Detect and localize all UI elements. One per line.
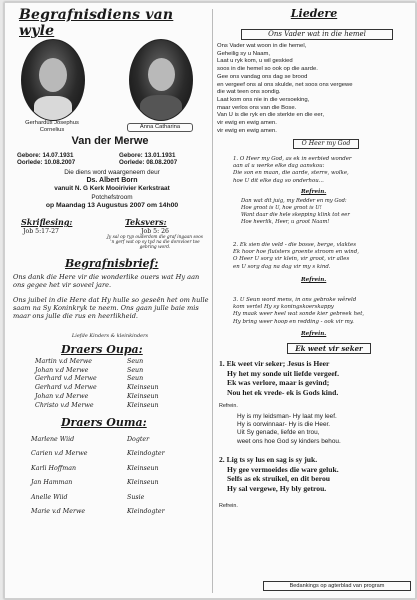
bearer-rel: Kleindogter	[127, 450, 165, 458]
lyric-line: Hy het my sonde uit liefde vergeef.	[227, 368, 339, 378]
bearer-rel: Dogter	[127, 436, 150, 443]
lyric-line: 2. Ek sien die veld - die bosse, berge, vlaktes	[233, 242, 356, 248]
bearer-row	[35, 402, 185, 411]
footer-note: Bedankings op agterblad van program	[263, 581, 411, 591]
mother-shoulders	[140, 95, 182, 121]
letter-signature: Liefde Kinders & kleinkinders	[71, 333, 149, 339]
lyric-line: en U sorg dag na dag vir my s kind.	[233, 263, 331, 270]
lyric-line: 3. U Seun word mens, in ons gebroke wêreld	[233, 297, 357, 303]
lyric-line: Ons Vader wat woon in die hemel,	[217, 43, 307, 49]
lyric-line: Uit Sy genade, liefde en trou,	[237, 429, 320, 437]
father-face	[39, 58, 67, 92]
bearer-name: Johan v.d Merwe	[35, 392, 89, 400]
surname: Van der Merwe	[71, 135, 149, 147]
lyric-line: Hy gee vermoeides die ware geluk.	[227, 464, 339, 474]
refrain-label: Refrein.	[301, 331, 327, 337]
song2-verse2	[233, 242, 409, 271]
bearers2-list	[31, 433, 191, 519]
lyric-line: aan al u werke elke dag aanskou:	[233, 163, 325, 170]
lyric-line: vir ewig en ewig amen.	[217, 120, 277, 127]
bearer-name: Christo v.d Merwe	[35, 401, 94, 409]
bearer-rel: Kleinseun	[127, 392, 159, 400]
bearer-row	[31, 462, 191, 476]
lyric-line: vir ewig en ewig amen.	[217, 127, 277, 134]
funeral-program-page	[4, 2, 416, 599]
mother-dates	[119, 152, 209, 166]
father-born: 14.07.1931	[42, 152, 74, 159]
lyric-line: die wat teen ons sondig.	[217, 89, 281, 96]
lyric-line: Nou het ek vrede- ek is Gods kind.	[227, 387, 339, 397]
song2-verse1	[233, 156, 409, 185]
lyric-line: Hoe groot is U, hoe groot is U!	[241, 205, 322, 211]
refrain-label: Refrein.	[219, 503, 238, 509]
mother-face	[148, 58, 175, 91]
bearer-name: Gerhard v.d Merwe	[35, 384, 97, 392]
song2-verse3	[233, 297, 409, 326]
bearer-rel: Seun	[127, 366, 144, 374]
songs-title: Liedere	[290, 7, 338, 20]
bearer-rel: Seun	[127, 358, 144, 365]
lyric-line: soos in die hemel so ook op die aarde.	[217, 66, 318, 73]
song2-refrain	[241, 198, 409, 226]
bearer-rel: Kleinseun	[127, 401, 159, 409]
song3-verse2	[219, 455, 411, 493]
bearer-row	[35, 384, 185, 393]
lyric-line: Selfs as ek struikel, en dit berou	[227, 474, 331, 484]
bearer-rel: Kleinseun	[127, 479, 159, 487]
bearer-rel: Kleinseun	[127, 384, 159, 392]
bearer-row	[31, 505, 191, 519]
text-label: Teksvers:	[125, 217, 167, 227]
scripture-ref: Job 5:17-27	[23, 228, 59, 235]
lyric-line: Die son en maan, die aarde, sterre, wolke,	[233, 170, 349, 177]
minister-name: Ds. Albert Born	[86, 177, 138, 185]
lyric-line: Want daar die hele skepping klink tot eer	[241, 212, 350, 218]
died-label: Oorlede:	[119, 159, 145, 167]
text-ref: Job 5: 26	[141, 228, 169, 235]
letter-paragraph-2: Ons juibel in die Here dat Hy hulle so geseën het om hulle saam na Sy Koninkryk te neem. Ons gaan julle baie mis maar ons julle die rus en heerlikheid.	[13, 295, 209, 321]
service-line: Die diens word waargeneem deur	[64, 169, 160, 176]
father-photo	[21, 39, 85, 121]
bearer-row	[35, 358, 185, 367]
text-quote: Jy sal op ryp ouderdom die graf ingaan soos 'n gerf wat op sy tyd na die dorsvloer toe gebring word.	[107, 235, 203, 251]
refrain-label: Refrein.	[301, 277, 327, 283]
born-label: Gebore:	[119, 152, 143, 159]
lyric-line: Hy is my leidsman- Hy laat my leef.	[237, 413, 337, 420]
song2-title: O Heer my God	[293, 139, 359, 149]
father-dates	[17, 152, 107, 166]
bearers2-title: Draers Ouma:	[61, 416, 147, 429]
lyric-line: weet ons hoe God sy kinders behou.	[237, 437, 341, 445]
lyric-line: Hoe heerlik, Heer, u groot Naam!	[241, 219, 330, 225]
lyric-line: Ek hoor hoe fluisters groente stroom en wind,	[233, 249, 359, 256]
bearer-row	[31, 476, 191, 490]
lyric-line: Hy is oorwinnaar- Hy is die Heer.	[237, 421, 331, 429]
lyric-line: en vergeef ons al ons skulde, net soos ons vergewe	[217, 81, 353, 88]
lyric-line: Geheilig sy u Naam,	[217, 50, 271, 57]
service-date: op Maandag 13 Augustus 2007 om 14h00	[45, 201, 179, 209]
letter-body	[13, 273, 209, 320]
father-died: 10.08.2007	[44, 159, 76, 167]
lyric-line: 1. O Heer my God, as ek in eerbied wonder	[233, 156, 352, 162]
bearer-name: Marlene Wiid	[31, 436, 75, 443]
lyric-line: hoe U dit elke dag so onderhou...	[233, 177, 324, 184]
bearer-rel: Kleindogter	[127, 508, 165, 516]
bearer-row	[35, 375, 185, 384]
bearer-name: Martin v.d Merwe	[35, 358, 92, 365]
born-label: Gebore:	[17, 152, 41, 159]
bearer-rel: Seun	[127, 375, 144, 383]
letter-title: Begrafnisbrief:	[65, 257, 159, 270]
bearer-row	[31, 491, 191, 505]
father-name: Gerhardus Josephus Cornelius	[25, 120, 79, 133]
bearer-name: Marie v.d Merwe	[31, 508, 86, 516]
song3-refrain	[237, 413, 409, 446]
mother-died: 08.08.2007	[146, 159, 178, 167]
lyric-line: O Heer U sorg vir klein, vir groot, vir alles	[233, 256, 350, 263]
bearer-row	[31, 447, 191, 461]
lyric-line: Hy sal vergewe, Hy bly getrou.	[227, 483, 327, 493]
song1-title: Ons Vader wat in die hemel	[241, 29, 393, 40]
father-shirt	[34, 96, 72, 120]
lyric-line: Hy maak weer heel wat sonde kier gebreek het,	[233, 311, 365, 318]
bearer-row	[35, 367, 185, 376]
song1-lyrics	[217, 43, 409, 135]
column-divider	[212, 9, 213, 593]
lyric-line: Ek was verlore, maar is gevind;	[227, 378, 330, 388]
lyric-line: Dan wat dit juig, my Redder en my God:	[241, 198, 347, 204]
song3-title: Ek weet vir seker	[287, 343, 371, 354]
mother-photo	[129, 39, 193, 121]
lyric-line: maar verlos ons van die Bose.	[217, 104, 297, 111]
lyric-line: Hy bring weer hoop en redding - ook vir my.	[233, 318, 354, 325]
bearer-row	[31, 433, 191, 447]
mother-born: 13.01.1931	[144, 152, 176, 159]
lyric-line: Laat u ryk kom, u wil geskied	[217, 58, 293, 65]
letter-paragraph-1: Ons dank die Here vir die wonderlike ouers wat Hy aan ons gegee het vir soveel jare.	[13, 273, 200, 290]
refrain-label: Refrein.	[301, 189, 327, 195]
bearer-name: Karli Hoffman	[31, 464, 77, 472]
song3-verse1	[219, 359, 411, 397]
service-title: Begrafnisdiens van wyle	[19, 7, 174, 39]
lyric-line: 2. Lig ts sy lus en sag is sy juk.	[219, 455, 318, 464]
bearer-rel: Susie	[127, 493, 145, 501]
bearer-name: Anelle Wiid	[31, 493, 68, 501]
town-name: Potchefstroom	[91, 193, 133, 201]
bearer-name: Johan v.d Merwe	[35, 366, 89, 374]
lyric-line: Gee ons vandag ons dag se brood	[217, 73, 308, 80]
lyric-line: Van U is die ryk en die sterkte en die eer,	[217, 112, 324, 119]
bearers-title: Draers Oupa:	[61, 343, 143, 356]
bearer-name: Carien v.d Merwe	[31, 450, 88, 458]
scripture-label: Skriflesing:	[21, 217, 73, 227]
bearers-list	[35, 358, 185, 410]
church-name: vanuit N. G Kerk Mooirivier Kerkstraat	[54, 185, 170, 193]
bearer-row	[35, 393, 185, 402]
lyric-line: Laat kom ons nie in die versoeking,	[217, 96, 310, 103]
died-label: Oorlede:	[17, 159, 43, 167]
lyric-line: 1. Ek weet vir seker; Jesus is Heer	[219, 359, 330, 368]
service-details	[13, 169, 211, 210]
bearer-name: Jan Hamman	[31, 479, 73, 487]
mother-name: Anna Catharina	[127, 123, 193, 132]
lyric-line: kom vertel Hy sy koningskoerskappy	[233, 304, 334, 311]
bearer-name: Gerhard v.d Merwe	[35, 375, 97, 383]
bearer-rel: Kleinseun	[127, 464, 159, 472]
refrain-label: Refrein.	[219, 403, 238, 409]
